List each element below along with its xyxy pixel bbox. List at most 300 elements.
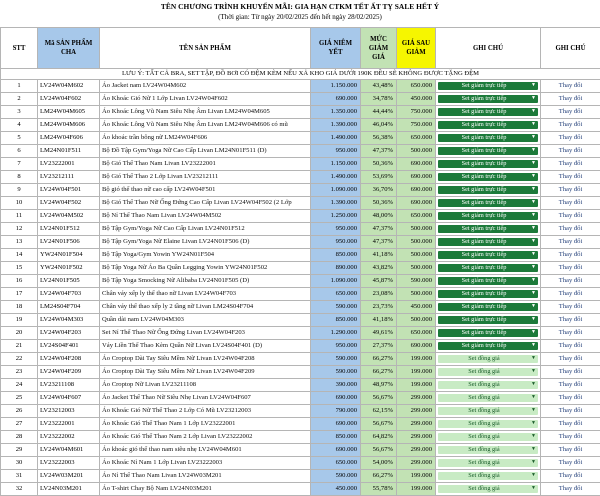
table-row xyxy=(1,262,600,275)
cell-discount: 27,37% xyxy=(361,340,397,353)
cell-stt: 24 xyxy=(1,379,38,392)
cell-discount: 56,67% xyxy=(361,418,397,431)
table-row xyxy=(1,223,600,236)
cell-product-name: Áo T-shirt Chay Bộ Nam LV24N03M201 xyxy=(100,483,311,496)
cell-note xyxy=(436,262,541,275)
caret-down-icon: ▼ xyxy=(531,485,536,493)
caret-down-icon: ▼ xyxy=(531,303,536,311)
cell-listed-price: 690.000 xyxy=(311,93,361,106)
change-link[interactable]: Thay đổi xyxy=(541,275,600,288)
change-link[interactable]: Thay đổi xyxy=(541,366,600,379)
note-dropdown-label: Set giảm trực tiếp xyxy=(462,316,507,323)
change-link[interactable]: Thay đổi xyxy=(541,197,600,210)
cell-sale-price: 690.000 xyxy=(397,171,436,184)
cell-product-code: LV24W04F502 xyxy=(38,197,100,210)
cell-stt: 22 xyxy=(1,353,38,366)
cell-product-code: LV23211108 xyxy=(38,379,100,392)
cell-note xyxy=(436,470,541,483)
note-dropdown-label: Set giảm trực tiếp xyxy=(462,134,507,141)
cell-discount: 54,00% xyxy=(361,457,397,470)
cell-discount: 36,70% xyxy=(361,184,397,197)
col-header-listed-price: GIÁ NIÊM YẾT xyxy=(311,28,361,69)
cell-sale-price: 299.000 xyxy=(397,418,436,431)
caret-down-icon: ▼ xyxy=(531,199,536,207)
cell-stt: 8 xyxy=(1,171,38,184)
table-row xyxy=(1,145,600,158)
note-dropdown[interactable] xyxy=(438,212,538,220)
note-dropdown[interactable] xyxy=(438,433,538,441)
change-link[interactable]: Thay đổi xyxy=(541,327,600,340)
note-dropdown-label: Set giảm trực tiếp xyxy=(462,251,507,258)
cell-stt: 13 xyxy=(1,236,38,249)
note-dropdown-label: Set giảm trực tiếp xyxy=(462,82,507,89)
cell-sale-price: 500.000 xyxy=(397,223,436,236)
cell-product-name: Bộ Tập Gym/Yoga Nữ Cao Cấp Livan LV24N01F512 xyxy=(100,223,311,236)
change-link[interactable]: Thay đổi xyxy=(541,288,600,301)
table-row xyxy=(1,405,600,418)
note-dropdown[interactable] xyxy=(438,147,538,155)
cell-product-name: Áo Khoác Lông Vũ Nam Siêu Nhẹ Âm Livan LM24W04M606 có mũ xyxy=(100,119,311,132)
cell-stt: 20 xyxy=(1,327,38,340)
caret-down-icon: ▼ xyxy=(531,459,536,467)
table-row xyxy=(1,132,600,145)
note-dropdown[interactable] xyxy=(438,108,538,116)
note-dropdown[interactable] xyxy=(438,368,538,376)
cell-product-code: LV24W04F203 xyxy=(38,327,100,340)
table-row xyxy=(1,470,600,483)
cell-note xyxy=(436,405,541,418)
cell-sale-price: 690.000 xyxy=(397,197,436,210)
cell-product-name: Áo Croptop Dài Tay Siêu Mềm Nữ Livan LV24W04F209 xyxy=(100,366,311,379)
note-dropdown[interactable] xyxy=(438,95,538,103)
cell-listed-price: 450.000 xyxy=(311,483,361,496)
change-link[interactable]: Thay đổi xyxy=(541,431,600,444)
note-dropdown[interactable] xyxy=(438,251,538,259)
cell-note xyxy=(436,93,541,106)
change-link[interactable]: Thay đổi xyxy=(541,93,600,106)
cell-listed-price: 1.150.000 xyxy=(311,158,361,171)
note-dropdown[interactable] xyxy=(438,342,538,350)
cell-sale-price: 650.000 xyxy=(397,327,436,340)
cell-listed-price: 690.000 xyxy=(311,444,361,457)
cell-product-code: LV24N01F505 xyxy=(38,275,100,288)
caret-down-icon: ▼ xyxy=(531,381,536,389)
col-header-name: TÊN SẢN PHẨM xyxy=(100,28,311,69)
cell-stt: 25 xyxy=(1,392,38,405)
cell-stt: 10 xyxy=(1,197,38,210)
cell-discount: 64,82% xyxy=(361,431,397,444)
cell-discount: 43,48% xyxy=(361,80,397,93)
change-link[interactable]: Thay đổi xyxy=(541,392,600,405)
caret-down-icon: ▼ xyxy=(531,121,536,129)
cell-discount: 45,87% xyxy=(361,275,397,288)
change-link[interactable]: Thay đổi xyxy=(541,158,600,171)
note-dropdown-label: Set giảm trực tiếp xyxy=(462,212,507,219)
cell-sale-price: 750.000 xyxy=(397,106,436,119)
col-header-note-2: GHI CHÚ xyxy=(541,28,600,69)
table-row xyxy=(1,431,600,444)
cell-product-code: LV23222001 xyxy=(38,418,100,431)
cell-product-code: LV24W04F209 xyxy=(38,366,100,379)
cell-product-name: Bộ Tập Yoga Smocking Nữ Alibaba LV24N01F505 (D) xyxy=(100,275,311,288)
col-header-discount: MỨC GIẢM GIÁ xyxy=(361,28,397,69)
cell-discount: 49,61% xyxy=(361,327,397,340)
cell-listed-price: 950.000 xyxy=(311,236,361,249)
change-link[interactable]: Thay đổi xyxy=(541,444,600,457)
caret-down-icon: ▼ xyxy=(531,212,536,220)
note-dropdown[interactable] xyxy=(438,407,538,415)
cell-product-name: Set Nỉ Thể Thao Nữ Ống Đứng Livan LV24W04F203 xyxy=(100,327,311,340)
note-dropdown[interactable] xyxy=(438,316,538,324)
cell-sale-price: 450.000 xyxy=(397,301,436,314)
change-link[interactable]: Thay đổi xyxy=(541,353,600,366)
note-dropdown-label: Set giảm trực tiếp xyxy=(462,342,507,349)
cell-stt: 18 xyxy=(1,301,38,314)
cell-note xyxy=(436,210,541,223)
cell-product-code: LV24W04F602 xyxy=(38,93,100,106)
note-dropdown[interactable] xyxy=(438,173,538,181)
table-row xyxy=(1,392,600,405)
cell-discount: 56,67% xyxy=(361,392,397,405)
note-dropdown-label: Set giảm trực tiếp xyxy=(462,238,507,245)
cell-product-code: LM24W04M606 xyxy=(38,119,100,132)
cell-product-name: Áo Nỉ Thể Thao Nam Livan LV24W03M201 xyxy=(100,470,311,483)
caret-down-icon: ▼ xyxy=(531,342,536,350)
cell-product-name: Chân váy thể thao xếp ly 2 tầng nữ Livan LM24S04F704 xyxy=(100,301,311,314)
cell-product-name: Áo Khoác Gió Nữ Thể Thao 2 Lớp Có Mũ LV23212003 xyxy=(100,405,311,418)
cell-listed-price: 650.000 xyxy=(311,457,361,470)
cell-listed-price: 590.000 xyxy=(311,470,361,483)
cell-sale-price: 199.000 xyxy=(397,483,436,496)
cell-note xyxy=(436,314,541,327)
cell-listed-price: 1.390.000 xyxy=(311,197,361,210)
cell-product-name: Áo Khoác Gió Nữ 1 Lớp Livan LV24W04F602 xyxy=(100,93,311,106)
cell-note xyxy=(436,249,541,262)
caret-down-icon: ▼ xyxy=(531,394,536,402)
change-link[interactable]: Thay đổi xyxy=(541,210,600,223)
note-dropdown[interactable] xyxy=(438,238,538,246)
cell-product-code: LV24W04F208 xyxy=(38,353,100,366)
cell-sale-price: 690.000 xyxy=(397,340,436,353)
cell-discount: 48,97% xyxy=(361,379,397,392)
cell-sale-price: 590.000 xyxy=(397,275,436,288)
note-dropdown[interactable] xyxy=(438,446,538,454)
cell-discount: 50,36% xyxy=(361,197,397,210)
note-dropdown[interactable] xyxy=(438,485,538,493)
cell-sale-price: 500.000 xyxy=(397,288,436,301)
cell-stt: 14 xyxy=(1,249,38,262)
change-link[interactable]: Thay đổi xyxy=(541,106,600,119)
cell-product-code: LV24N01F506 xyxy=(38,236,100,249)
change-link[interactable]: Thay đổi xyxy=(541,249,600,262)
note-dropdown-label: Set giảm trực tiếp xyxy=(462,290,507,297)
cell-sale-price: 750.000 xyxy=(397,119,436,132)
cell-product-code: LV24N03M201 xyxy=(38,483,100,496)
cell-note xyxy=(436,353,541,366)
caret-down-icon: ▼ xyxy=(531,329,536,337)
cell-discount: 50,36% xyxy=(361,158,397,171)
notice-text: LƯU Ý: TẤT CẢ BRA, SET TẬP, ĐỒ BƠI CÓ ĐỆM KÈM NẾU XẢ KHO GIÁ DƯỚI 190K ĐỀU SẼ KHÔNG ĐƯỢC TẶNG ĐỆM xyxy=(1,69,600,80)
cell-sale-price: 650.000 xyxy=(397,132,436,145)
table-row xyxy=(1,418,600,431)
cell-note xyxy=(436,340,541,353)
change-link[interactable]: Thay đổi xyxy=(541,223,600,236)
cell-stt: 1 xyxy=(1,80,38,93)
cell-stt: 32 xyxy=(1,483,38,496)
cell-discount: 46,04% xyxy=(361,119,397,132)
cell-discount: 44,44% xyxy=(361,106,397,119)
col-header-stt: STT xyxy=(1,28,38,69)
change-link[interactable]: Thay đổi xyxy=(541,132,600,145)
caret-down-icon: ▼ xyxy=(531,420,536,428)
cell-note xyxy=(436,184,541,197)
cell-discount: 66,27% xyxy=(361,366,397,379)
caret-down-icon: ▼ xyxy=(531,264,536,272)
cell-listed-price: 1.250.000 xyxy=(311,210,361,223)
cell-product-name: Áo Jacket Thể Thao Nữ Siêu Nhẹ Livan LV24W04F607 xyxy=(100,392,311,405)
cell-listed-price: 590.000 xyxy=(311,366,361,379)
note-dropdown[interactable] xyxy=(438,394,538,402)
cell-product-name: Áo Croptop Dài Tay Siêu Mềm Nữ Livan LV24W04F208 xyxy=(100,353,311,366)
cell-sale-price: 500.000 xyxy=(397,145,436,158)
note-dropdown[interactable] xyxy=(438,186,538,194)
note-dropdown-label: Set đồng giá xyxy=(468,485,499,492)
cell-listed-price: 590.000 xyxy=(311,301,361,314)
note-dropdown[interactable] xyxy=(438,277,538,285)
table-row xyxy=(1,379,600,392)
change-link[interactable]: Thay đổi xyxy=(541,119,600,132)
change-link[interactable]: Thay đổi xyxy=(541,171,600,184)
table-row xyxy=(1,119,600,132)
cell-note xyxy=(436,457,541,470)
change-link[interactable]: Thay đổi xyxy=(541,262,600,275)
table-row xyxy=(1,80,600,93)
change-link[interactable]: Thay đổi xyxy=(541,236,600,249)
cell-product-name: Áo Jacket nam LV24W04M602 xyxy=(100,80,311,93)
notice-row xyxy=(1,69,600,80)
cell-note xyxy=(436,418,541,431)
note-dropdown[interactable] xyxy=(438,82,538,90)
caret-down-icon: ▼ xyxy=(531,251,536,259)
cell-sale-price: 650.000 xyxy=(397,210,436,223)
change-link[interactable]: Thay đổi xyxy=(541,405,600,418)
cell-stt: 11 xyxy=(1,210,38,223)
cell-note xyxy=(436,171,541,184)
cell-note xyxy=(436,379,541,392)
cell-listed-price: 1.090.000 xyxy=(311,275,361,288)
note-dropdown[interactable] xyxy=(438,472,538,480)
caret-down-icon: ▼ xyxy=(531,95,536,103)
cell-note xyxy=(436,327,541,340)
change-link[interactable]: Thay đổi xyxy=(541,301,600,314)
caret-down-icon: ▼ xyxy=(531,186,536,194)
cell-listed-price: 850.000 xyxy=(311,314,361,327)
change-link[interactable]: Thay đổi xyxy=(541,379,600,392)
cell-sale-price: 500.000 xyxy=(397,236,436,249)
cell-listed-price: 690.000 xyxy=(311,392,361,405)
note-dropdown[interactable] xyxy=(438,329,538,337)
cell-stt: 16 xyxy=(1,275,38,288)
cell-product-name: Quần dài nam LV24W04M303 xyxy=(100,314,311,327)
cell-stt: 15 xyxy=(1,262,38,275)
cell-stt: 28 xyxy=(1,431,38,444)
cell-stt: 30 xyxy=(1,457,38,470)
change-link[interactable]: Thay đổi xyxy=(541,80,600,93)
change-link[interactable]: Thay đổi xyxy=(541,457,600,470)
cell-product-code: LV23222003 xyxy=(38,457,100,470)
table-row xyxy=(1,275,600,288)
note-dropdown-label: Set đồng giá xyxy=(468,394,499,401)
cell-stt: 6 xyxy=(1,145,38,158)
cell-sale-price: 690.000 xyxy=(397,158,436,171)
change-link[interactable]: Thay đổi xyxy=(541,314,600,327)
cell-discount: 41,18% xyxy=(361,314,397,327)
cell-product-code: LV24N01F512 xyxy=(38,223,100,236)
promo-table xyxy=(0,27,600,496)
cell-sale-price: 500.000 xyxy=(397,249,436,262)
cell-discount: 66,27% xyxy=(361,353,397,366)
change-link[interactable]: Thay đổi xyxy=(541,418,600,431)
cell-product-name: Áo Khoác Nỉ Nam 1 Lớp Livan LV23222003 xyxy=(100,457,311,470)
cell-discount: 55,78% xyxy=(361,483,397,496)
cell-listed-price: 950.000 xyxy=(311,340,361,353)
cell-sale-price: 199.000 xyxy=(397,379,436,392)
cell-listed-price: 1.490.000 xyxy=(311,171,361,184)
note-dropdown[interactable] xyxy=(438,134,538,142)
cell-product-name: Áo khoác trần bông nữ LM24W04F606 xyxy=(100,132,311,145)
cell-listed-price: 790.000 xyxy=(311,405,361,418)
cell-product-name: Bộ Tập Gym/Yoga Nữ Elaine Livan LV24N01F506 (D) xyxy=(100,236,311,249)
change-link[interactable]: Thay đổi xyxy=(541,483,600,496)
cell-discount: 47,37% xyxy=(361,236,397,249)
cell-sale-price: 199.000 xyxy=(397,366,436,379)
cell-note xyxy=(436,80,541,93)
note-dropdown[interactable] xyxy=(438,459,538,467)
cell-product-code: LM24W04F606 xyxy=(38,132,100,145)
cell-discount: 47,37% xyxy=(361,145,397,158)
cell-listed-price: 390.000 xyxy=(311,379,361,392)
cell-note xyxy=(436,431,541,444)
cell-product-code: LV23212003 xyxy=(38,405,100,418)
cell-note xyxy=(436,483,541,496)
cell-note xyxy=(436,275,541,288)
cell-sale-price: 299.000 xyxy=(397,444,436,457)
cell-discount: 47,37% xyxy=(361,223,397,236)
note-dropdown[interactable] xyxy=(438,121,538,129)
change-link[interactable]: Thay đổi xyxy=(541,340,600,353)
cell-product-code: LV24S04F401 xyxy=(38,340,100,353)
cell-stt: 9 xyxy=(1,184,38,197)
cell-listed-price: 850.000 xyxy=(311,249,361,262)
table-row xyxy=(1,158,600,171)
col-header-note: GHI CHÚ xyxy=(436,28,541,69)
cell-sale-price: 650.000 xyxy=(397,80,436,93)
note-dropdown-label: Set giảm trực tiếp xyxy=(462,121,507,128)
cell-discount: 66,27% xyxy=(361,470,397,483)
table-row xyxy=(1,301,600,314)
note-dropdown[interactable] xyxy=(438,420,538,428)
table-row xyxy=(1,210,600,223)
cell-discount: 56,67% xyxy=(361,444,397,457)
caret-down-icon: ▼ xyxy=(531,160,536,168)
cell-product-name: Bộ Gió Thể Thao 2 Lớp Livan LV23212111 xyxy=(100,171,311,184)
cell-stt: 21 xyxy=(1,340,38,353)
change-link[interactable]: Thay đổi xyxy=(541,184,600,197)
note-dropdown[interactable] xyxy=(438,160,538,168)
cell-product-name: Áo khoác gió thể thao nam siêu nhẹ LV24W04M601 xyxy=(100,444,311,457)
cell-stt: 5 xyxy=(1,132,38,145)
cell-sale-price: 690.000 xyxy=(397,184,436,197)
cell-product-code: LV24W04F607 xyxy=(38,392,100,405)
cell-listed-price: 1.290.000 xyxy=(311,327,361,340)
cell-listed-price: 1.350.000 xyxy=(311,106,361,119)
note-dropdown-label: Set giảm trực tiếp xyxy=(462,186,507,193)
note-dropdown[interactable] xyxy=(438,264,538,272)
cell-sale-price: 299.000 xyxy=(397,431,436,444)
cell-product-code: LV23212111 xyxy=(38,171,100,184)
cell-stt: 12 xyxy=(1,223,38,236)
note-dropdown-label: Set giảm trực tiếp xyxy=(462,277,507,284)
note-dropdown[interactable] xyxy=(438,381,538,389)
note-dropdown-label: Set đồng giá xyxy=(468,407,499,414)
cell-discount: 23,73% xyxy=(361,301,397,314)
cell-note xyxy=(436,444,541,457)
note-dropdown[interactable] xyxy=(438,290,538,298)
change-link[interactable]: Thay đổi xyxy=(541,145,600,158)
cell-discount: 34,78% xyxy=(361,93,397,106)
caret-down-icon: ▼ xyxy=(531,355,536,363)
table-row xyxy=(1,184,600,197)
cell-product-code: LM24W04M605 xyxy=(38,106,100,119)
note-dropdown[interactable] xyxy=(438,199,538,207)
cell-discount: 43,82% xyxy=(361,262,397,275)
note-dropdown[interactable] xyxy=(438,303,538,311)
table-row xyxy=(1,457,600,470)
note-dropdown[interactable] xyxy=(438,355,538,363)
caret-down-icon: ▼ xyxy=(531,147,536,155)
caret-down-icon: ▼ xyxy=(531,82,536,90)
cell-note xyxy=(436,132,541,145)
cell-stt: 29 xyxy=(1,444,38,457)
sheet-header xyxy=(0,0,600,27)
cell-stt: 2 xyxy=(1,93,38,106)
change-link[interactable]: Thay đổi xyxy=(541,470,600,483)
cell-product-code: YW24N01F504 xyxy=(38,249,100,262)
cell-sale-price: 450.000 xyxy=(397,93,436,106)
table-row xyxy=(1,288,600,301)
table-body xyxy=(1,80,600,496)
cell-note xyxy=(436,288,541,301)
cell-note xyxy=(436,158,541,171)
caret-down-icon: ▼ xyxy=(531,407,536,415)
cell-note xyxy=(436,119,541,132)
col-header-code: Mã SẢN PHẨM CHA xyxy=(38,28,100,69)
note-dropdown-label: Set giảm trực tiếp xyxy=(462,160,507,167)
cell-stt: 23 xyxy=(1,366,38,379)
note-dropdown[interactable] xyxy=(438,225,538,233)
page-title: TÊN CHƯƠNG TRÌNH KHUYẾN MÃI: GIA HẠN CTKM TẾT ẤT TỴ SALE HẾT Ý xyxy=(0,2,600,11)
caret-down-icon: ▼ xyxy=(531,472,536,480)
cell-product-name: Bộ Tập Yoga/Gym Yowin YW24N01F504 xyxy=(100,249,311,262)
cell-discount: 48,00% xyxy=(361,210,397,223)
cell-product-name: Bộ Tập Yoga Nữ Áo Ba Quần Legging Yowin YW24N01F502 xyxy=(100,262,311,275)
cell-listed-price: 950.000 xyxy=(311,223,361,236)
cell-stt: 26 xyxy=(1,405,38,418)
cell-product-code: LV24W04M303 xyxy=(38,314,100,327)
cell-sale-price: 199.000 xyxy=(397,353,436,366)
caret-down-icon: ▼ xyxy=(531,446,536,454)
cell-stt: 19 xyxy=(1,314,38,327)
